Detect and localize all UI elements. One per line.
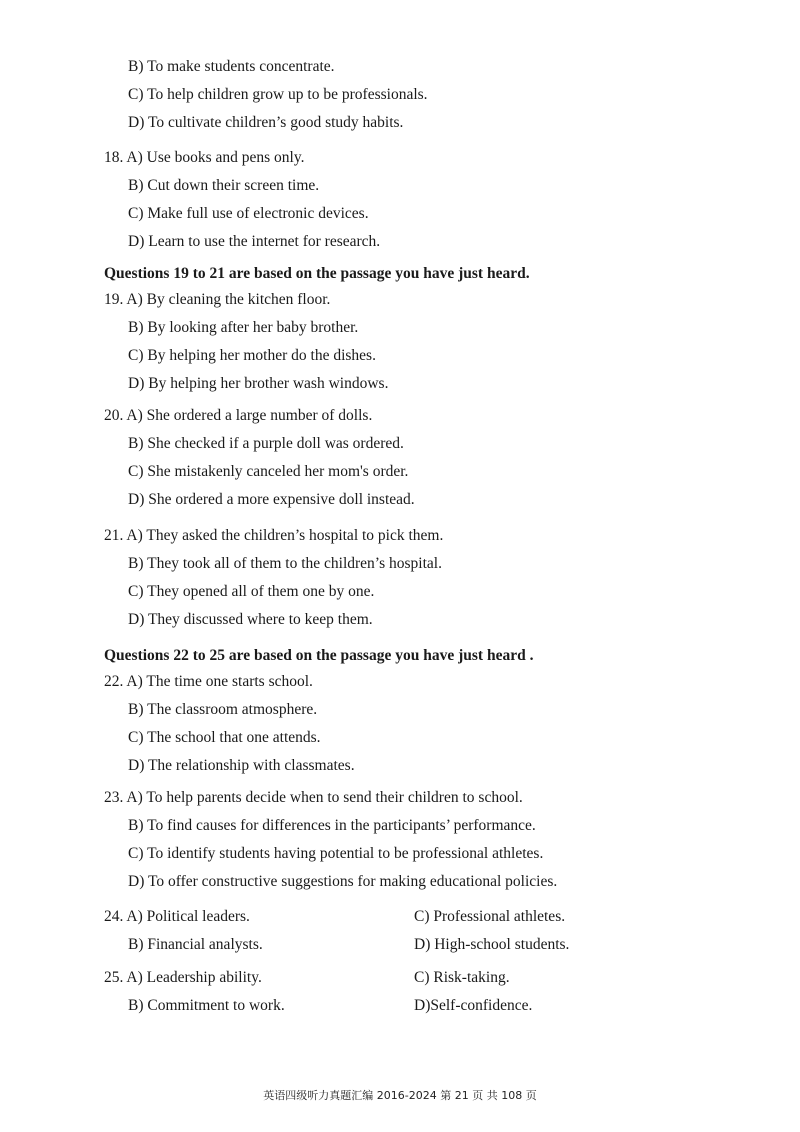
q24-option-b: B) Financial analysts. [128,936,263,953]
page-footer: 英语四级听力真题汇编 2016-2024 第 21 页 共 108 页 [263,1089,537,1102]
q19-option-d: D) By helping her brother wash windows. [128,375,389,392]
q18-option-a: 18. A) Use books and pens only. [104,149,305,166]
q25-option-b: B) Commitment to work. [128,997,285,1014]
q17-option-d: D) To cultivate children’s good study habits. [128,114,404,131]
q24-option-d: D) High-school students. [414,936,570,953]
q18-option-c: C) Make full use of electronic devices. [128,205,369,222]
q24-option-a: 24. A) Political leaders. [104,908,250,925]
q22-option-b: B) The classroom atmosphere. [128,701,318,718]
q22-option-a: 22. A) The time one starts school. [104,673,313,690]
q18-option-b: B) Cut down their screen time. [128,177,320,194]
q23-option-b: B) To find causes for differences in the participants’ performance. [128,817,536,834]
q22-option-d: D) The relationship with classmates. [128,757,355,774]
section-heading-22-25: Questions 22 to 25 are based on the passage you have just heard . [104,647,534,664]
q18-option-d: D) Learn to use the internet for research. [128,233,381,250]
q20-option-d: D) She ordered a more expensive doll instead. [128,491,415,508]
q19-option-a: 19. A) By cleaning the kitchen floor. [104,291,331,308]
q21-option-c: C) They opened all of them one by one. [128,583,375,600]
q25-option-c: C) Risk-taking. [414,969,510,986]
q21-option-d: D) They discussed where to keep them. [128,611,373,628]
q20-option-a: 20. A) She ordered a large number of dolls. [104,407,373,424]
q19-option-b: B) By looking after her baby brother. [128,319,359,336]
q22-option-c: C) The school that one attends. [128,729,321,746]
q21-option-a: 21. A) They asked the children’s hospital to pick them. [104,527,444,544]
q25-option-a: 25. A) Leadership ability. [104,969,262,986]
q23-option-a: 23. A) To help parents decide when to send their children to school. [104,789,523,806]
q21-option-b: B) They took all of them to the children’s hospital. [128,555,442,572]
q23-option-d: D) To offer constructive suggestions for making educational policies. [128,873,558,890]
q25-option-d: D)Self-confidence. [414,997,533,1014]
q19-option-c: C) By helping her mother do the dishes. [128,347,376,364]
q20-option-b: B) She checked if a purple doll was ordered. [128,435,404,452]
section-heading-19-21: Questions 19 to 21 are based on the passage you have just heard. [104,265,530,282]
q17-option-c: C) To help children grow up to be professionals. [128,86,428,103]
q20-option-c: C) She mistakenly canceled her mom's order. [128,463,409,480]
q23-option-c: C) To identify students having potential to be professional athletes. [128,845,544,862]
q24-option-c: C) Professional athletes. [414,908,566,925]
q17-option-b: B) To make students concentrate. [128,58,335,75]
